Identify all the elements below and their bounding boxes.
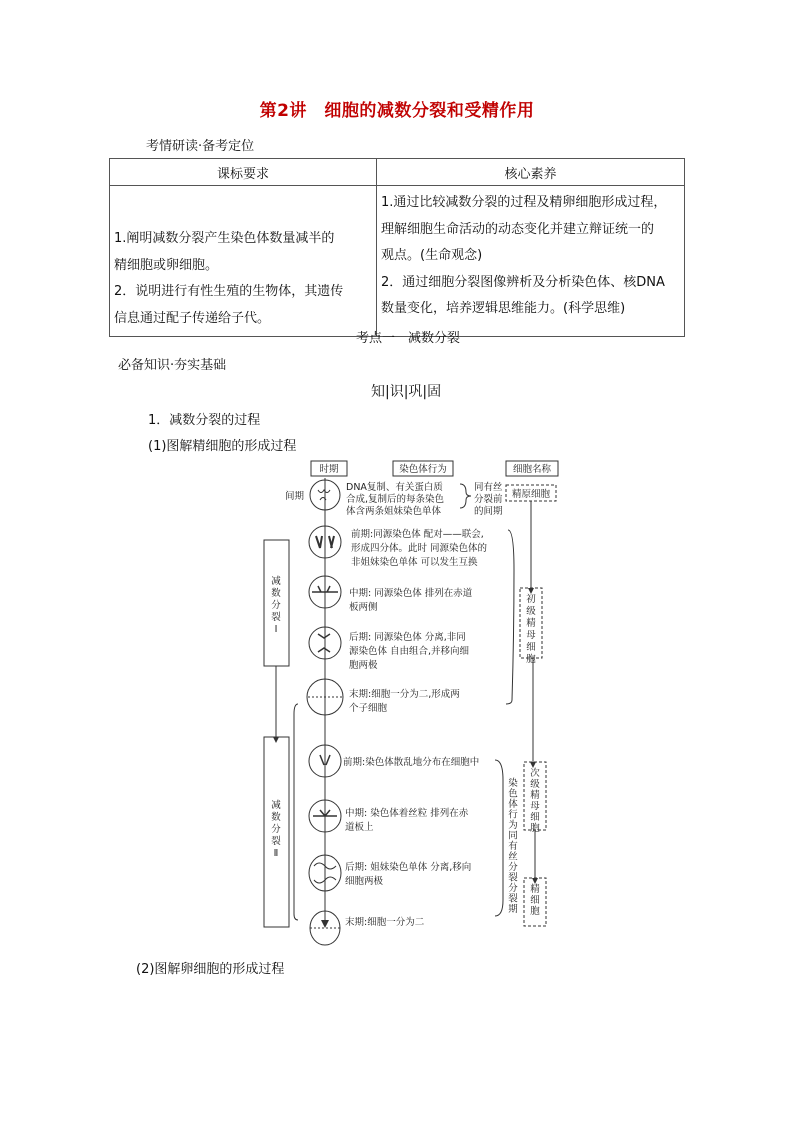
secondary-spermatocyte-label: 次级精母细胞 <box>530 768 540 834</box>
sperm-cell-label: 精细胞 <box>530 884 540 917</box>
kaodian-heading: 考点一 减数分裂 <box>356 331 461 346</box>
interphase-text: 合成,复制后的每条染色 <box>346 494 445 505</box>
primary-spermatocyte-label: 初级精母细胞 <box>526 594 536 665</box>
interphase-text: DNA复制、有关蛋白质 <box>346 482 443 493</box>
m2-telophase-text: 末期:细胞一分为二 <box>345 917 425 928</box>
spermatogonium-label: 精原细胞 <box>511 489 551 500</box>
table-right-line: 数量变化，培养逻辑思维能力。(科学思维) <box>381 301 626 316</box>
table-left-line: 精细胞或卵细胞。 <box>114 257 219 273</box>
m1-prophase-text: 非姐妹染色单体 可以发生互换 <box>351 557 478 568</box>
header-period: 时期 <box>319 464 339 475</box>
m1-prophase-text: 前期:同源染色体 配对——联会, <box>351 529 484 540</box>
section-label: 考情研读·备考定位 <box>146 139 255 154</box>
m1-telophase-text: 末期:细胞一分为二,形成两 <box>349 689 460 700</box>
header-behavior: 染色体行为 <box>399 464 447 475</box>
table-right-line: 理解细胞生命活动的动态变化并建立辩证统一的 <box>381 221 655 237</box>
item-2-sub: (2)图解卵细胞的形成过程 <box>136 962 285 977</box>
table-left-line: 1.阐明减数分裂产生染色体数量减半的 <box>114 231 335 246</box>
m1-anaphase-text: 源染色体 自由组合,并移向细 <box>349 646 470 657</box>
m1-prophase-text: 形成四分体。此时 同源染色体的 <box>351 543 488 554</box>
interphase-side: 分裂前 <box>474 494 503 505</box>
item-1: 1．减数分裂的过程 <box>148 413 261 428</box>
m2-metaphase-text: 道板上 <box>345 822 374 833</box>
table-left-line: 2．说明进行有性生殖的生物体，其遗传 <box>114 284 344 299</box>
m1-anaphase-text: 后期: 同源染色体 分离,非同 <box>349 632 466 643</box>
m1-metaphase-text: 板两侧 <box>349 602 378 613</box>
table-left-line: 信息通过配子传递给子代。 <box>114 310 271 326</box>
m1-telophase-text: 个子细胞 <box>349 703 388 714</box>
interphase-side: 同有丝 <box>474 482 503 493</box>
item-1-sub: (1)图解精细胞的形成过程 <box>148 439 297 454</box>
m2-side-note: 染色体行为同有丝分裂分裂期 <box>508 778 518 915</box>
table-header-right: 核心素养 <box>377 159 685 186</box>
bibei-heading: 必备知识·夯实基础 <box>118 358 227 373</box>
interphase-side: 的间期 <box>474 506 503 517</box>
table-right-line: 2．通过细胞分裂图像辨析及分析染色体、核DNA <box>381 274 665 290</box>
meiosis2-label: 减数分裂 Ⅱ <box>271 800 281 859</box>
header-cell-name: 细胞名称 <box>512 464 552 475</box>
page-title: 第2讲 细胞的减数分裂和受精作用 <box>259 101 535 121</box>
table-header-left: 课标要求 <box>110 159 377 186</box>
m1-metaphase-text: 中期: 同源染色体 排列在赤道 <box>349 588 473 599</box>
m2-anaphase-text: 细胞两极 <box>345 876 384 887</box>
m1-anaphase-text: 胞两极 <box>349 660 378 671</box>
m2-prophase-text: 前期:染色体散乱地分布在细胞中 <box>343 757 480 768</box>
zhishi-heading: 知|识|巩|固 <box>371 384 442 400</box>
meiosis1-label: 减数分裂 Ⅰ <box>271 576 281 635</box>
m2-anaphase-text: 后期: 姐妹染色单体 分离,移向 <box>345 862 472 873</box>
interphase-label: 间期 <box>285 491 305 502</box>
m2-metaphase-text: 中期: 染色体着丝粒 排列在赤 <box>345 808 469 819</box>
table-right-line: 观点。(生命观念) <box>381 248 483 263</box>
interphase-text: 体含两条姐妹染色单体 <box>346 506 442 517</box>
table-right-line: 1.通过比较减数分裂的过程及精卵细胞形成过程， <box>381 195 667 210</box>
